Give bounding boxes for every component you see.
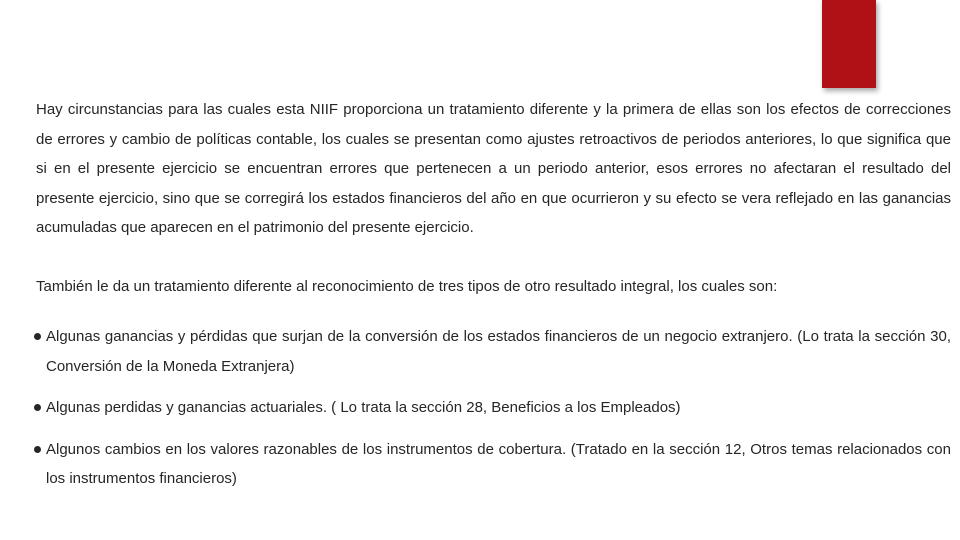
bullet-text: Algunas ganancias y pérdidas que surjan de la conversión de los estados financieros de un negocio extranjero. (Lo trata la sección 30, Conversión de la Moneda Extranjera) <box>46 328 951 375</box>
bullet-text: Algunas perdidas y ganancias actuariales. ( Lo trata la sección 28, Beneficios a los Empleados) <box>46 399 681 416</box>
red-accent-bar <box>822 0 876 88</box>
list-item <box>36 393 951 423</box>
second-paragraph: También le da un tratamiento diferente al reconocimiento de tres tipos de otro resultado integral, los cuales son: <box>36 277 778 295</box>
list-item <box>36 435 951 494</box>
slide-content <box>36 95 951 506</box>
bullet-list <box>36 322 951 494</box>
list-item <box>36 322 951 381</box>
bullet-dot-icon <box>34 446 41 453</box>
intro-paragraph: Hay circunstancias para las cuales esta NIIF proporciona un tratamiento diferente y la primera de ellas son los efectos de correcciones de errores y cambio de políticas contable, los cuales se presentan como ajustes retroactivos de periodos anteriores, lo que significa que si en el presente ejercicio se encuentran errores que pertenecen a un periodo anterior, esos errores no afectaran el resultado del presente ejercicio, sino que se corregirá los estados financieros del año en que ocurrieron y su efecto se vera reflejado en las ganancias acumuladas que aparecen en el patrimonio del presente ejercicio. <box>36 101 951 236</box>
bullet-dot-icon <box>34 333 41 340</box>
bullet-dot-icon <box>34 404 41 411</box>
bullet-text: Algunos cambios en los valores razonables de los instrumentos de cobertura. (Tratado en la sección 12, Otros temas relacionados con los instrumentos financieros) <box>46 440 951 487</box>
